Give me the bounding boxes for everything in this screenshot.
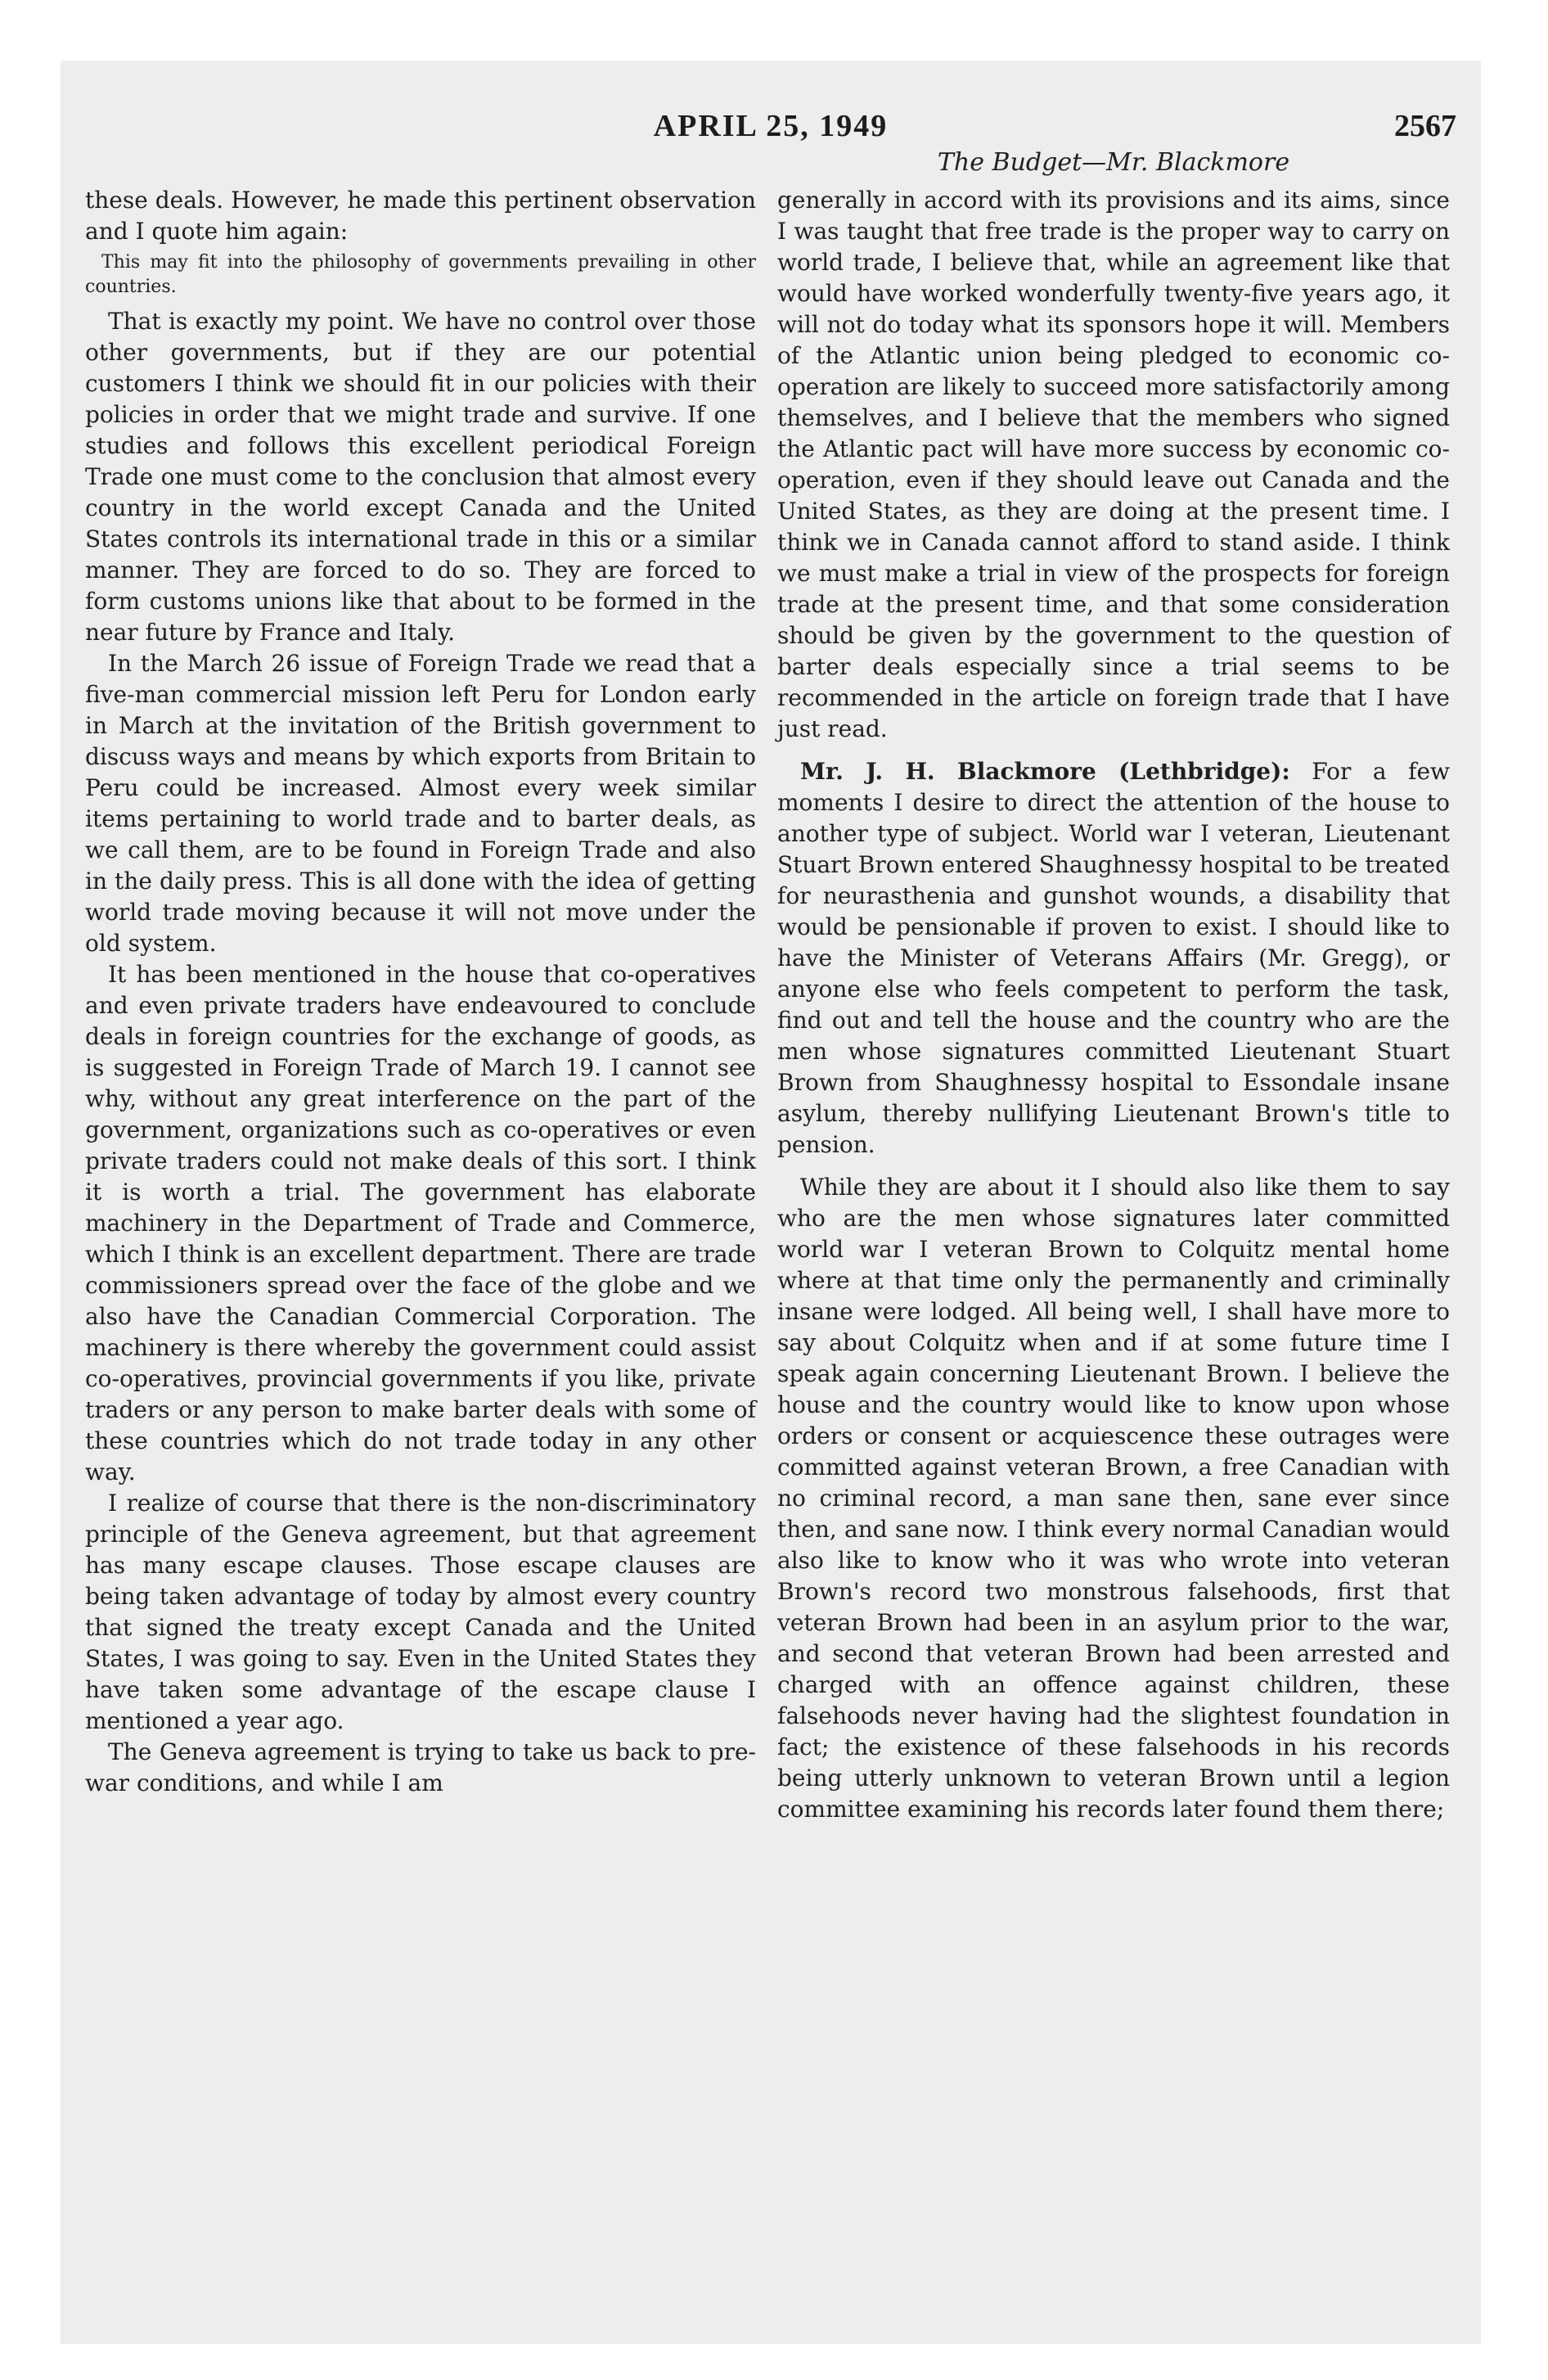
speech-paragraph bbox=[777, 756, 1450, 1161]
paragraph: The Geneva agreement is trying to take us back to pre-war conditions, and while I am bbox=[85, 1738, 756, 1796]
paragraph: While they are about it I should also like them to say who are the men whose signatures later committed world war I veteran Brown to Colquitz mental home where at that time only the permanently and criminally insane were lodged. All being well, I shall have more to say about Colquitz when and if at some future time I speak again concerning Lieutenant Brown. I believe the house and the country would like to know upon whose orders or consent or acquiescence these outrages were committed against veteran Brown, a free Canadian with no criminal record, a man sane then, sane ever since then, and sane now. I think every normal Canadian would also like to know who it was who wrote into veteran Brown's record two monstrous falsehoods, first that veteran Brown had been in an asylum prior to the war, and second that veteran Brown had been arrested and charged with an offence against children, these falsehoods never having had the slightest foundation in fact; the existence of these falsehoods in his records being utterly unknown to veteran Brown until a legion committee examining his records later found them there; bbox=[777, 1174, 1450, 1823]
section-heading: The Budget—Mr. Blackmore bbox=[937, 148, 1290, 177]
paragraph: generally in accord with its provisions and its aims, since I was taught that free trade is the proper way to carry on world trade, I believe that, while an agreement like that would have worked wonderfully twenty-five years ago, it will not do today what its sponsors hope it will. Members of the Atlantic union being pledged to economic co-operation are likely to succeed more satisfactorily among themselves, and I believe that the members who signed the Atlantic pact will have more success by economic co-operation, even if they should leave out Canada and the United States, as they are doing at the present time. I think we in Canada cannot afford to stand aside. I think we must make a trial in view of the prospects for foreign trade at the present time, and that some consideration should be given by the government to the question of barter deals especially since a trial seems to be recommended in the article on foreign trade that I have just read. bbox=[777, 187, 1450, 742]
paragraph: I realize of course that there is the non-discriminatory principle of the Geneva agreement, but that agreement has many escape clauses. Those escape clauses are being taken advantage of today by almost every country that signed the treaty except Canada and the United States, I was going to say. Even in the United States they have taken some advantage of the escape clause I mentioned a year ago. bbox=[85, 1490, 756, 1734]
paragraph: In the March 26 issue of Foreign Trade we read that a five-man commercial mission left Peru for London early in March at the invitation of the British government to discuss ways and means by which exports from Britain to Peru could be increased. Almost every week similar items pertaining to world trade and to barter deals, as we call them, are to be found in Foreign Trade and also in the daily press. This is all done with the idea of getting world trade moving because it will not move under the old system. bbox=[85, 650, 756, 957]
page-number: 2567 bbox=[1394, 109, 1456, 143]
hansard-page bbox=[61, 61, 1481, 2344]
page-date: APRIL 25, 1949 bbox=[653, 109, 889, 143]
block-quote: This may fit into the philosophy of governments prevailing in other countries. bbox=[85, 252, 756, 297]
paragraph: It has been mentioned in the house that co-operatives and even private traders have endeavoured to conclude deals in foreign countries for the exchange of goods, as is suggested in Foreign Trade of March 19. I cannot see why, without any great interference on the part of the government, organizations such as co-operatives or even private traders could not make deals of this sort. I think it is worth a trial. The government has elaborate machinery in the Department of Trade and Commerce, which I think is an excellent department. There are trade commissioners spread over the face of the globe and we also have the Canadian Commercial Corporation. The machinery is there whereby the government could assist co-operatives, provincial governments if you like, private traders or any person to make barter deals with some of these countries which do not trade today in any other way. bbox=[85, 961, 756, 1485]
running-head bbox=[61, 108, 1481, 149]
paragraph: these deals. However, he made this pertinent observation and I quote him again: bbox=[85, 187, 756, 245]
right-column bbox=[777, 146, 1450, 1825]
speech-text: For a few moments I desire to direct the attention of the house to another type of subject. World war I veteran, Lieutenant Stuart Brown entered Shaughnessy hospital to be treated for neurasthenia and gunshot wounds, a disability that would be pensionable if proven to exist. I should like to have the Minister of Veterans Affairs (Mr. Gregg), or anyone else who feels competent to perform the task, find out and tell the house and the country who are the men whose signatures committed Lieutenant Stuart Brown from Shaughnessy hospital to Essondale insane asylum, thereby nullifying Lieutenant Brown's title to pension. bbox=[777, 758, 1450, 1158]
left-column bbox=[85, 185, 756, 1799]
speaker-name: Mr. J. H. Blackmore (Lethbridge): bbox=[800, 758, 1290, 785]
paragraph: That is exactly my point. We have no control over those other governments, but if they are our potential customers I think we should fit in our policies with their policies in order that we might trade and survive. If one studies and follows this excellent periodical Foreign Trade one must come to the conclusion that almost every country in the world except Canada and the United States controls its international trade in this or a similar manner. They are forced to do so. They are forced to form customs unions like that about to be formed in the near future by France and Italy. bbox=[85, 308, 756, 646]
